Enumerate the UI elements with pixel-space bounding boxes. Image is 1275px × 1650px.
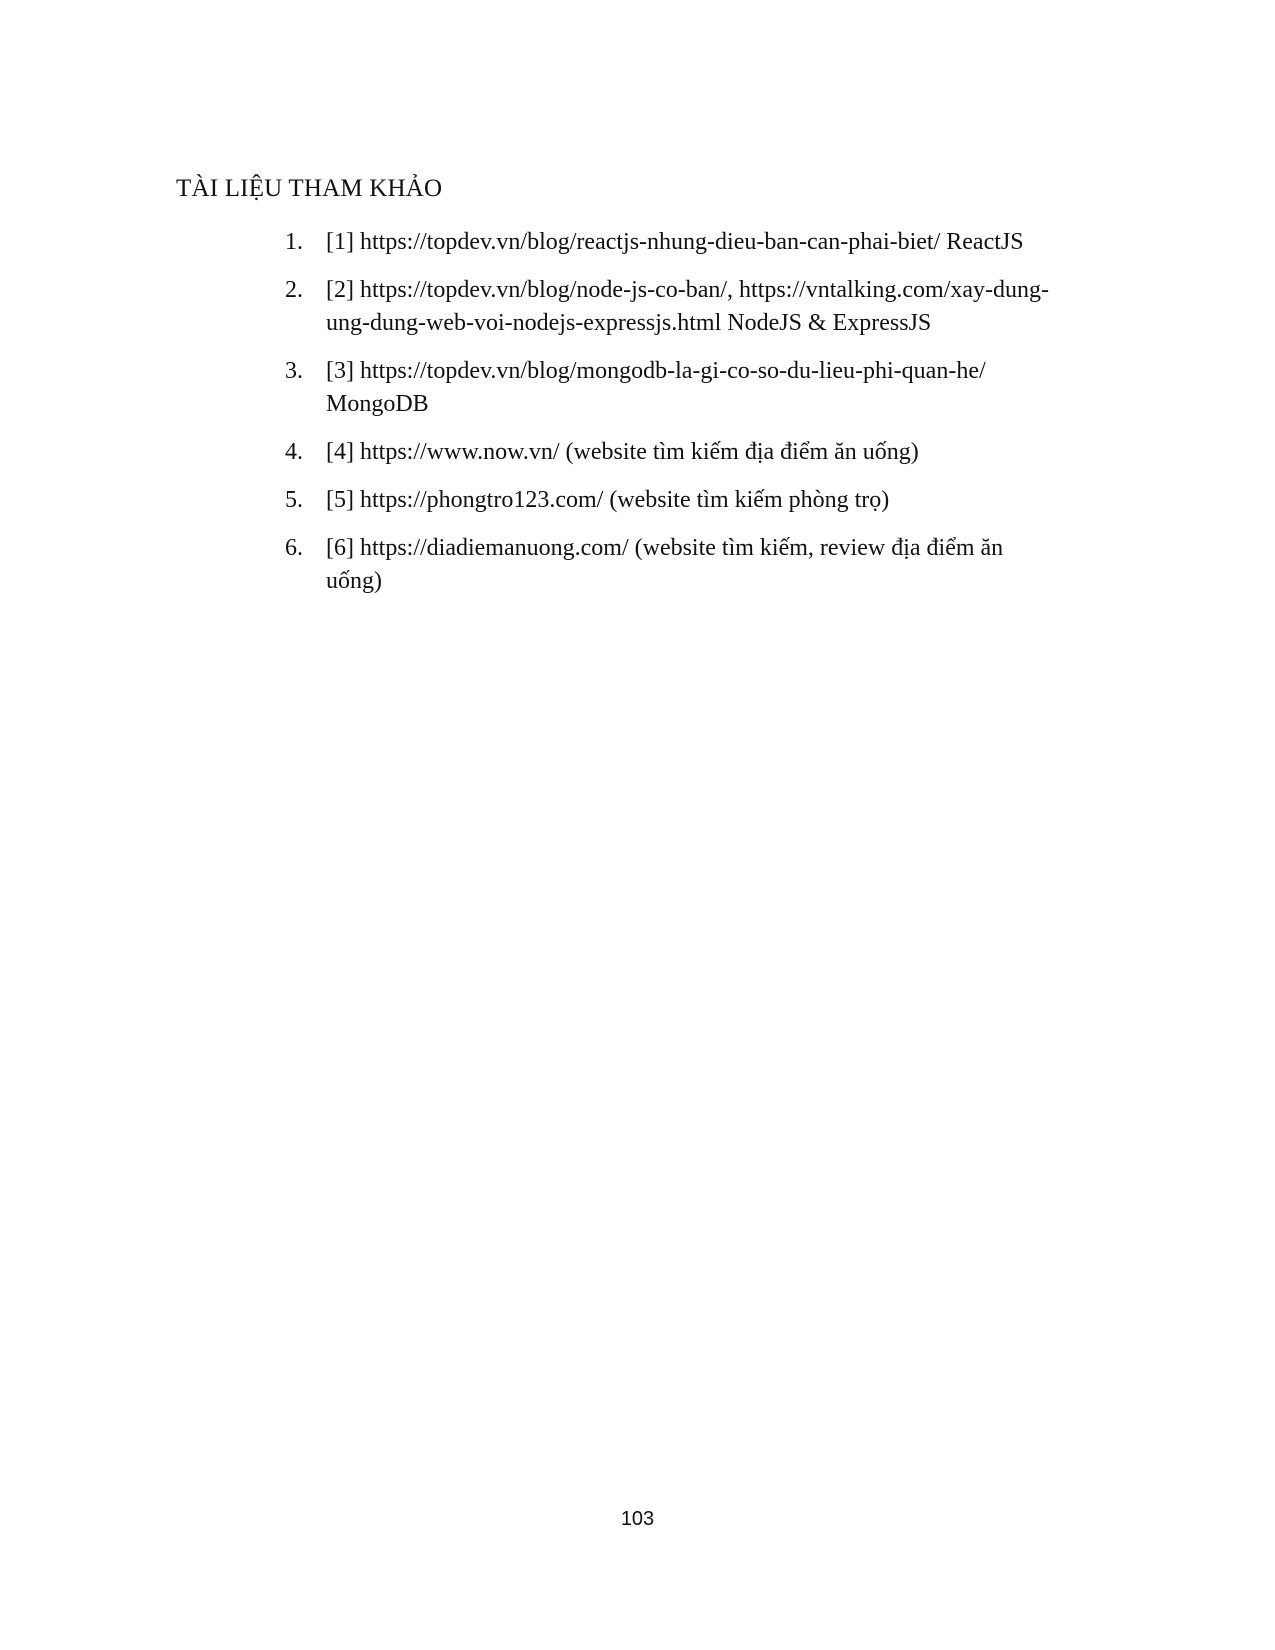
reference-number: 4. xyxy=(285,439,303,465)
reference-line: MongoDB xyxy=(326,391,429,417)
reference-number: 2. xyxy=(285,277,303,303)
reference-line: [2] https://topdev.vn/blog/node-js-co-ban/, https://vntalking.com/xay-dung- xyxy=(326,277,1049,303)
reference-line: [5] https://phongtro123.com/ (website tìm kiếm phòng trọ) xyxy=(326,487,890,513)
reference-item-4 xyxy=(285,436,1145,469)
reference-item-6 xyxy=(285,532,1145,598)
reference-item-1 xyxy=(285,226,1145,259)
reference-line: ung-dung-web-voi-nodejs-expressjs.html NodeJS & ExpressJS xyxy=(326,310,932,336)
reference-number: 1. xyxy=(285,229,303,255)
reference-list xyxy=(285,226,1145,613)
reference-item-5 xyxy=(285,484,1145,517)
reference-number: 5. xyxy=(285,487,303,513)
reference-line: [3] https://topdev.vn/blog/mongodb-la-gi-co-so-du-lieu-phi-quan-he/ xyxy=(326,358,986,384)
reference-item-2 xyxy=(285,274,1145,340)
reference-line: [6] https://diadiemanuong.com/ (website tìm kiếm, review địa điểm ăn xyxy=(326,535,1004,561)
page-number: 103 xyxy=(620,1508,655,1530)
reference-item-3 xyxy=(285,355,1145,421)
reference-line: [4] https://www.now.vn/ (website tìm kiếm địa điểm ăn uống) xyxy=(326,439,919,465)
reference-line: uống) xyxy=(326,568,382,594)
references-heading: TÀI LIỆU THAM KHẢO xyxy=(176,175,443,202)
reference-number: 6. xyxy=(285,535,303,561)
reference-line: [1] https://topdev.vn/blog/reactjs-nhung-dieu-ban-can-phai-biet/ ReactJS xyxy=(326,229,1024,255)
reference-number: 3. xyxy=(285,358,303,384)
